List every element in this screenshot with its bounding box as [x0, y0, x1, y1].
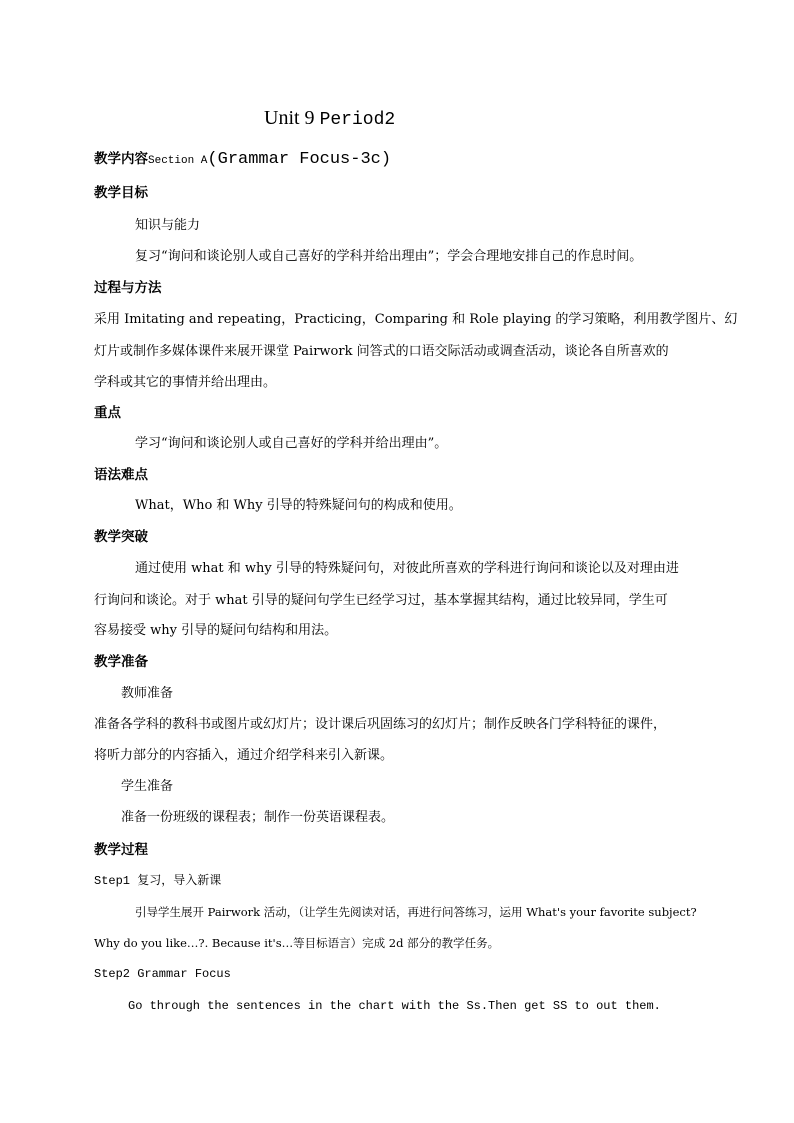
student-prep-heading: 学生准备	[121, 779, 174, 794]
teacher-prep-line: 将听力部分的内容插入，通过介绍学科来引入新课。	[94, 748, 394, 763]
step2-text: Go through the sentences in the chart with the Ss.Then get SS to out them.	[128, 999, 661, 1013]
title-period: Period2	[319, 110, 396, 130]
difficulty-heading: 语法难点	[94, 467, 148, 483]
step2-heading: Step2 Grammar Focus	[94, 967, 231, 981]
step1-heading: Step1 复习，导入新课	[94, 874, 222, 888]
teaching-content-section: Section A	[148, 155, 208, 167]
breakthrough-line: 通过使用 what 和 why 引导的特殊疑问句，对彼此所喜欢的学科进行询问和谈论以及对理由进	[135, 561, 679, 576]
step1-line: Why do you like…?. Because it's…等目标语言）完成 2d 部分的教学任务。	[94, 936, 500, 950]
teacher-prep-line: 准备各学科的教科书或图片或幻灯片；设计课后巩固练习的幻灯片；制作反映各门学科特征的课件，	[94, 717, 667, 732]
teaching-content-line	[94, 151, 391, 169]
breakthrough-line: 容易接受 why 引导的疑问句结构和用法。	[94, 623, 338, 638]
teaching-content-heading: 教学内容	[94, 151, 148, 167]
difficulty-text: What，Who 和 Why 引导的特殊疑问句的构成和使用。	[135, 498, 462, 513]
title-unit: Unit 9	[264, 107, 315, 129]
preparation-heading: 教学准备	[94, 654, 148, 670]
step1-line: 引导学生展开 Pairwork 活动，（让学生先阅读对话，再进行问答练习，运用 What's your favorite subject?	[135, 905, 697, 919]
document-title	[264, 106, 395, 132]
breakthrough-heading: 教学突破	[94, 529, 148, 545]
process-heading: 过程与方法	[94, 280, 162, 296]
breakthrough-line: 行询问和谈论。对于 what 引导的疑问句学生已经学习过，基本掌握其结构，通过比较异同，学生可	[94, 593, 668, 608]
teaching-content-topic: (Grammar Focus-3c)	[207, 150, 392, 169]
knowledge-text: 复习“询问和谈论别人或自己喜好的学科并给出理由”；学会合理地安排自己的作息时间。	[135, 249, 643, 264]
key-heading: 重点	[94, 405, 121, 421]
process-line: 学科或其它的事情并给出理由。	[94, 375, 277, 390]
teacher-prep-heading: 教师准备	[121, 686, 174, 701]
procedure-heading: 教学过程	[94, 842, 148, 858]
student-prep-text: 准备一份班级的课程表；制作一份英语课程表。	[121, 810, 395, 825]
process-line: 采用 Imitating and repeating，Practicing，Comparing 和 Role playing 的学习策略，利用教学图片、幻	[94, 312, 738, 327]
objectives-heading: 教学目标	[94, 185, 148, 201]
process-line: 灯片或制作多媒体课件来展开课堂 Pairwork 问答式的口语交际活动或调查活动，谈论各自所喜欢的	[94, 344, 669, 359]
key-text: 学习“询问和谈论别人或自己喜好的学科并给出理由”。	[135, 436, 448, 451]
knowledge-heading: 知识与能力	[135, 218, 201, 233]
